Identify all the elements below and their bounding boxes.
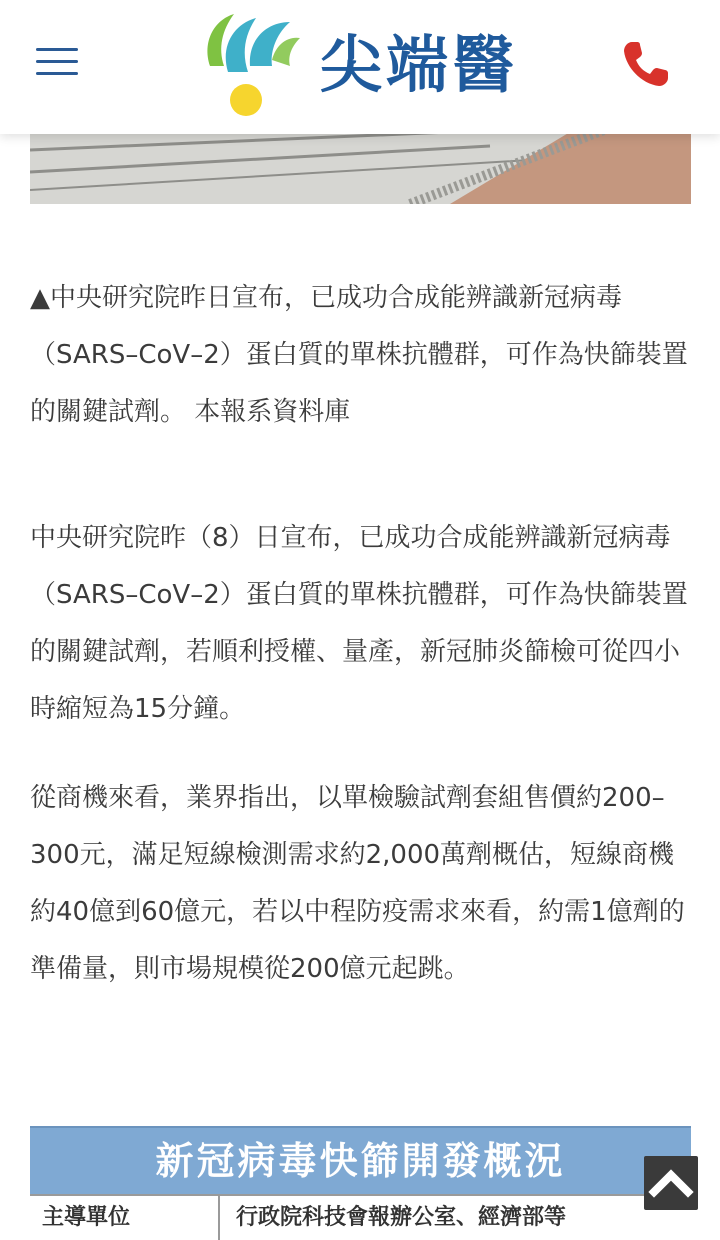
site-header	[0, 0, 720, 134]
table-title: 新冠病毒快篩開發概況	[30, 1126, 691, 1194]
chevron-up-icon	[644, 1156, 698, 1210]
info-table	[30, 1126, 691, 1236]
logo-text: 尖端醫	[320, 28, 519, 101]
table-cell-value: 行政院科技會報辦公室、經濟部等	[236, 1205, 567, 1230]
site-logo[interactable]	[192, 8, 532, 120]
phone-icon[interactable]	[618, 36, 674, 92]
hamburger-menu-icon[interactable]	[36, 46, 80, 78]
table-row	[30, 1194, 691, 1240]
scroll-to-top-button[interactable]	[644, 1156, 698, 1210]
logo-mark-icon	[192, 8, 304, 120]
article-paragraph-2: 從商機來看，業界指出，以單檢驗試劑套組售價約200–300元，滿足短線檢測需求約2,000萬劑概估，短線商機約40億到60億元，若以中程防疫需求來看，約需1億劑的準備量，則市場規模從200億元起跳。	[30, 783, 685, 984]
photo-caption: ▲中央研究院昨日宣布，已成功合成能辨識新冠病毒（SARS–CoV–2）蛋白質的單株抗體群，可作為快篩裝置的關鍵試劑。 本報系資料庫	[30, 283, 688, 427]
article-paragraph-1: 中央研究院昨（8）日宣布，已成功合成能辨識新冠病毒（SARS–CoV–2）蛋白質的單株抗體群，可作為快篩裝置的關鍵試劑，若順利授權、量產，新冠肺炎篩檢可從四小時縮短為15分鐘。	[30, 523, 688, 724]
table-cell-label: 主導單位	[30, 1196, 220, 1240]
